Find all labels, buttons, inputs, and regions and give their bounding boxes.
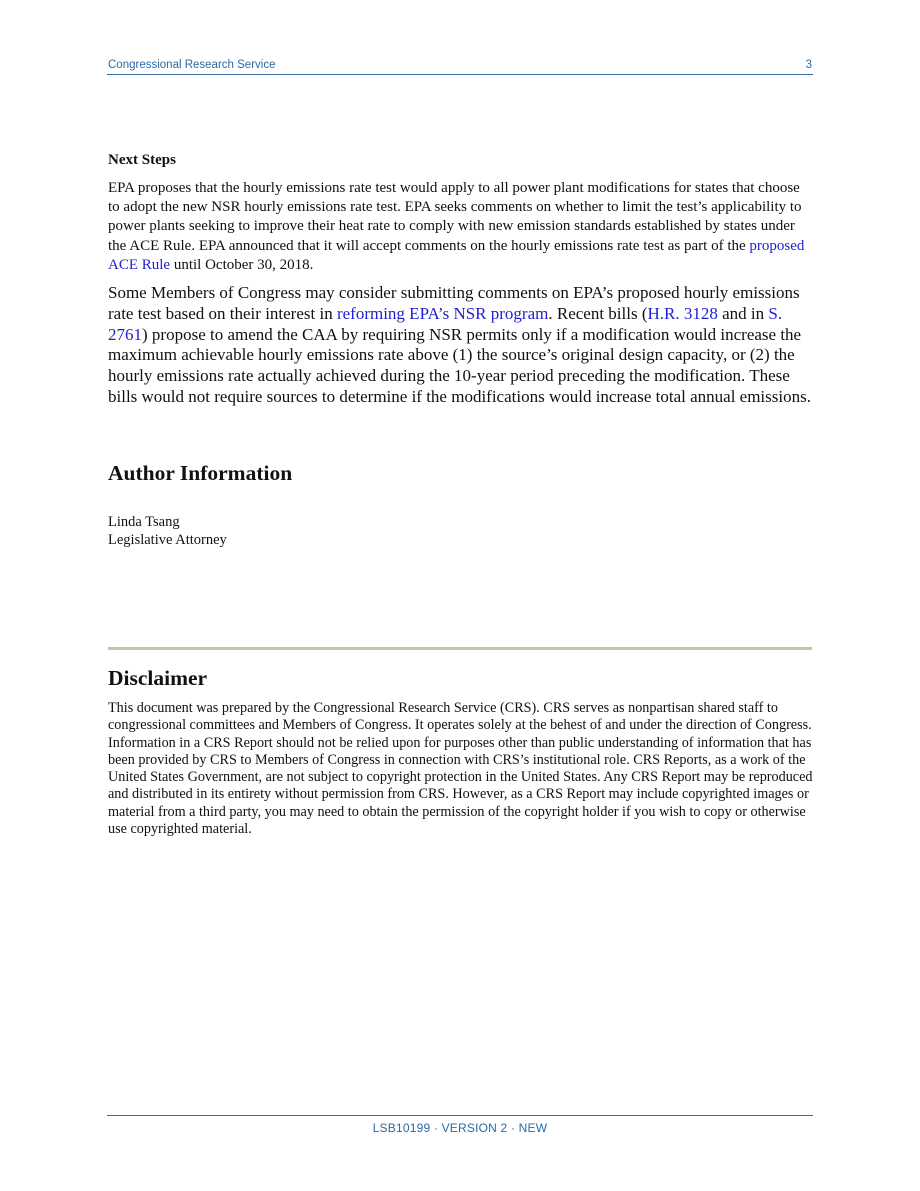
page-number: 3	[805, 59, 812, 71]
p1-text-before: EPA proposes that the hourly emissions rate test would apply to all power plant modifications for states that choose to adopt the new NSR hourly emissions rate test. EPA seeks comments on whether to limit the test’s applicability to power plants seeking to improve their heat rate to comply with new emission standards established by states under the ACE Rule. EPA announced that it will accept comments on the hourly emissions rate test as part of the	[108, 180, 802, 254]
next-steps-paragraph-1	[108, 179, 814, 275]
author-information-heading: Author Information	[108, 461, 293, 485]
disclaimer-text: This document was prepared by the Congressional Research Service (CRS). CRS serves as nonpartisan shared staff to congressional committees and Members of Congress. It operates solely at the behest of and under the direction of Congress. Information in a CRS Report should not be relied upon for purposes other than public understanding of information that has been provided by CRS to Members of Congress in connection with CRS’s institutional role. CRS Reports, as a work of the United States Government, are not subject to copyright protection in the United States. Any CRS Report may be reproduced and distributed in its entirety without permission from CRS. However, as a CRS Report may include copyrighted images or material from a third party, you may need to obtain the permission of the copyright holder if you wish to copy or otherwise use copyrighted material.	[108, 700, 813, 838]
hr-3128-link[interactable]: H.R. 3128	[647, 303, 718, 323]
next-steps-paragraph-2	[108, 283, 814, 408]
page-header	[107, 58, 813, 75]
proposed-ace-rule-link[interactable]: proposed ACE Rule	[108, 237, 805, 273]
next-steps-heading: Next Steps	[108, 152, 176, 168]
disclaimer-heading: Disclaimer	[108, 666, 208, 690]
p2-text-1: Some Members of Congress may consider submitting comments on EPA’s proposed hourly emissions rate test based on their interest in	[108, 283, 800, 323]
author-title: Legislative Attorney	[108, 532, 227, 548]
author-name: Linda Tsang	[108, 514, 180, 530]
next-steps-section	[108, 150, 814, 408]
p1-text-after: until October 30, 2018.	[170, 256, 314, 273]
p2-text-3: and in	[717, 303, 769, 323]
s-2761-link[interactable]: S. 2761	[108, 303, 783, 344]
p2-text-2: . Recent bills (	[548, 303, 648, 323]
section-divider	[108, 647, 812, 650]
page-footer: LSB10199 · VERSION 2 · NEW	[107, 1115, 813, 1135]
p2-text-4: ) propose to amend the CAA by requiring NSR permits only if a modification would increase the maximum achievable hourly emissions rate above (1) the source’s original design capacity, or (2) the hourly emissions rate actually achieved during the 10-year period preceding the modification. These bills would not require sources to determine if the modifications would increase total annual emissions.	[108, 324, 811, 406]
author-block	[108, 513, 227, 549]
header-title: Congressional Research Service	[108, 59, 276, 71]
reforming-nsr-link[interactable]: reforming EPA’s NSR program	[336, 303, 549, 323]
page-content	[108, 150, 814, 838]
